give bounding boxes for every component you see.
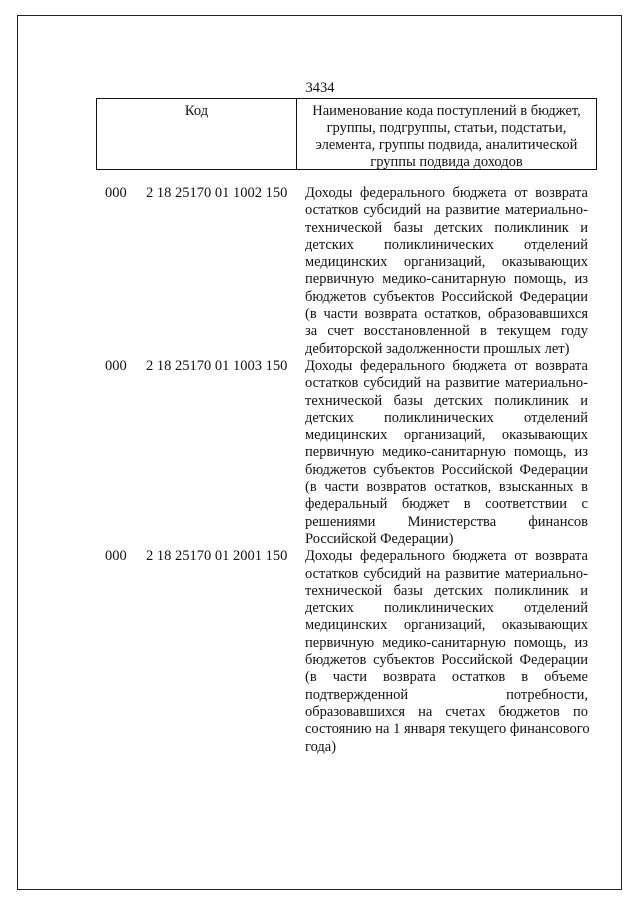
description-line: Российской Федерации)	[305, 530, 454, 547]
description-line: за счет восстановленной в текущем году	[305, 323, 588, 340]
description-line: детских поликлинических отделений	[305, 409, 588, 426]
description-line: технической базы детских поликлиник и	[305, 392, 588, 409]
description-line: (в части возвратов остатков, взысканных в	[305, 479, 588, 496]
admin-code: 000	[105, 548, 127, 565]
description-line: детских поликлинических отделений	[305, 600, 588, 617]
revenue-description	[305, 185, 588, 358]
page-number: 3434	[305, 80, 335, 96]
header-name-line: элемента, группы подвида, аналитической	[315, 137, 578, 153]
description-line: образовавшихся на счетах бюджетов по	[305, 703, 588, 720]
admin-code: 000	[105, 185, 127, 201]
revenue-description	[305, 358, 588, 548]
description-line: бюджетов субъектов Российской Федерации	[305, 652, 588, 669]
table-row	[0, 185, 640, 358]
description-line: остатков субсидий на развитие материально-	[305, 375, 588, 392]
description-line: остатков субсидий на развитие материально-	[305, 202, 588, 219]
revenue-description	[305, 548, 588, 756]
description-line: медицинских организаций, оказывающих	[305, 254, 588, 271]
description-line: технической базы детских поликлиник и	[305, 219, 588, 236]
header-name-line: группы, подгруппы, статьи, подстатьи,	[326, 120, 567, 136]
description-line: первичную медико-санитарную помощь, из	[305, 271, 588, 288]
description-line: технической базы детских поликлиник и	[305, 582, 588, 599]
admin-code: 000	[105, 357, 127, 374]
table-header	[96, 98, 597, 170]
header-code-cell: Код	[97, 99, 297, 169]
table-row	[0, 358, 640, 548]
header-name-line: группы подвида доходов	[370, 154, 523, 170]
description-line: Доходы федерального бюджета от возврата	[305, 548, 588, 565]
revenue-code: 2 18 25170 01 1002 150	[146, 185, 288, 201]
header-name-cell	[297, 99, 596, 169]
description-line: первичную медико-санитарную помощь, из	[305, 634, 588, 651]
description-line: состоянию на 1 января текущего финансового	[305, 721, 590, 738]
description-line: подтвержденной потребности,	[305, 686, 588, 703]
description-line: дебиторской задолженности прошлых лет)	[305, 340, 570, 357]
description-line: бюджетов субъектов Российской Федерации	[305, 461, 588, 478]
description-line: детских поликлинических отделений	[305, 236, 588, 253]
revenue-code: 2 18 25170 01 2001 150	[146, 548, 288, 565]
description-line: федеральный бюджет в соответствии с	[305, 496, 588, 513]
description-line: первичную медико-санитарную помощь, из	[305, 444, 588, 461]
description-line: (в части возврата остатков, образовавшихся	[305, 306, 588, 323]
description-line: Доходы федерального бюджета от возврата	[305, 357, 588, 374]
description-line: решениями Министерства финансов	[305, 513, 588, 530]
description-line: Доходы федерального бюджета от возврата	[305, 185, 588, 201]
header-name-line: Наименование кода поступлений в бюджет,	[312, 103, 581, 119]
entries-list	[0, 185, 640, 756]
description-line: медицинских организаций, оказывающих	[305, 617, 588, 634]
revenue-code: 2 18 25170 01 1003 150	[146, 357, 288, 374]
table-row	[0, 548, 640, 756]
description-line: (в части возврата остатков в объеме	[305, 669, 588, 686]
description-line: медицинских организаций, оказывающих	[305, 427, 588, 444]
description-line: года)	[305, 738, 337, 755]
description-line: бюджетов субъектов Российской Федерации	[305, 288, 588, 305]
description-line: остатков субсидий на развитие материально-	[305, 565, 588, 582]
